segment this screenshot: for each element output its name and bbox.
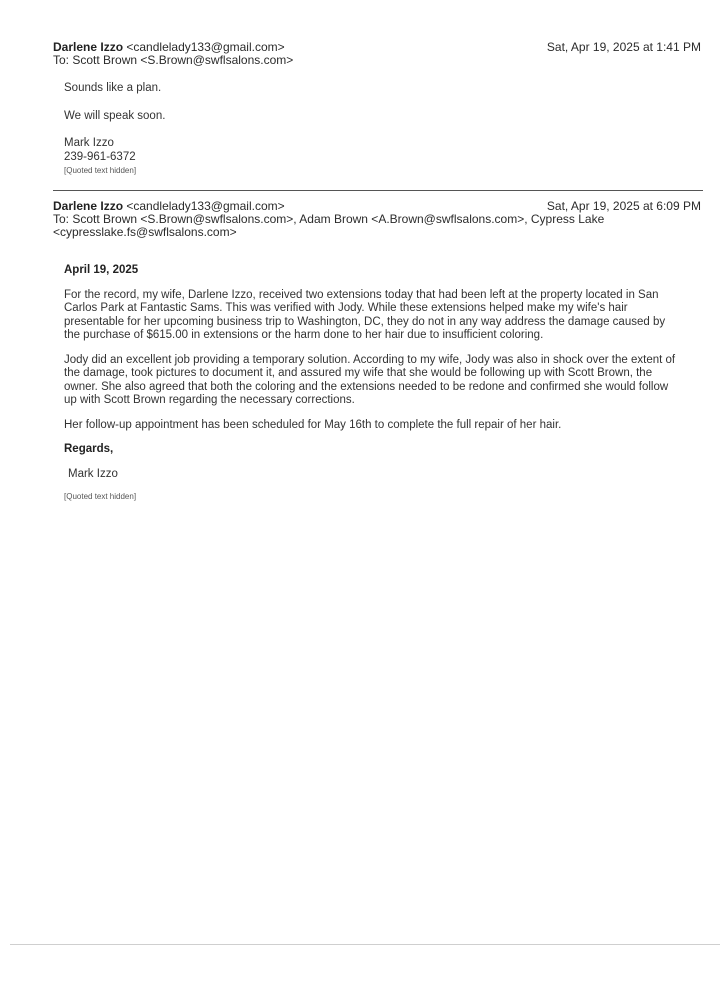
paragraph-3: Her follow-up appointment has been scheduled for May 16th to complete the full repair of her hair. (64, 418, 562, 431)
body-line: Sounds like a plan. (64, 82, 162, 94)
paragraph-1 (64, 289, 704, 343)
letter-date-heading: April 19, 2025 (64, 264, 139, 276)
paragraph-line: the damage, took pictures to document it, and assured my wife that she would be following up with Scott Brown, the (64, 367, 653, 379)
recipients: To: Scott Brown <S.Brown@swflsalons.com> (53, 53, 294, 67)
quoted-text-hidden: [Quoted text hidden] (64, 166, 137, 175)
message-date: Sat, Apr 19, 2025 at 1:41 PM (546, 40, 701, 54)
sender (53, 40, 285, 54)
signature-name: Mark Izzo (68, 467, 118, 480)
message-body (64, 264, 704, 504)
sender-name: Darlene Izzo (53, 40, 124, 54)
message-divider (53, 190, 703, 191)
paragraph-line: the purchase of $615.00 in extensions or the harm done to her hair due to insufficient coloring. (64, 329, 544, 341)
sender-email: <candlelady133@gmail.com> (126, 40, 285, 54)
sender (53, 199, 285, 213)
message-date: Sat, Apr 19, 2025 at 6:09 PM (546, 199, 701, 213)
body-line: We will speak soon. (64, 109, 166, 122)
paragraph-line: presentable for her upcoming business trip to Washington, DC, they do not in any way address the damage caused by (64, 315, 666, 328)
signature-phone: 239-961-6372 (64, 150, 136, 163)
paragraph-line: up with Scott Brown regarding the necessary corrections. (64, 394, 355, 406)
paragraph-line: For the record, my wife, Darlene Izzo, received two extensions today that had been left at the property located in San (64, 288, 659, 301)
paragraph-2 (64, 354, 704, 408)
paragraph-line: Jody did an excellent job providing a temporary solution. According to my wife, Jody was also in shock over the extent of (64, 353, 676, 366)
quoted-text-hidden: [Quoted text hidden] (64, 492, 137, 501)
page-bottom-line (10, 944, 720, 945)
recipients-continued: <cypresslake.fs@swflsalons.com> (53, 225, 237, 239)
sender-email: <candlelady133@gmail.com> (126, 199, 285, 213)
sender-name: Darlene Izzo (53, 199, 124, 213)
paragraph-line: owner. She also agreed that both the coloring and the extensions needed to be redone and confirmed she would follow (64, 380, 669, 393)
message-body (64, 82, 684, 178)
signature-name: Mark Izzo (64, 137, 114, 149)
regards: Regards, (64, 443, 114, 455)
recipients: To: Scott Brown <S.Brown@swflsalons.com>, Adam Brown <A.Brown@swflsalons.com>, Cypress Lake (53, 212, 605, 226)
paragraph-line: Carlos Park at Fantastic Sams. This was verified with Jody. While these extensions helped make my wife's hair (64, 302, 628, 314)
